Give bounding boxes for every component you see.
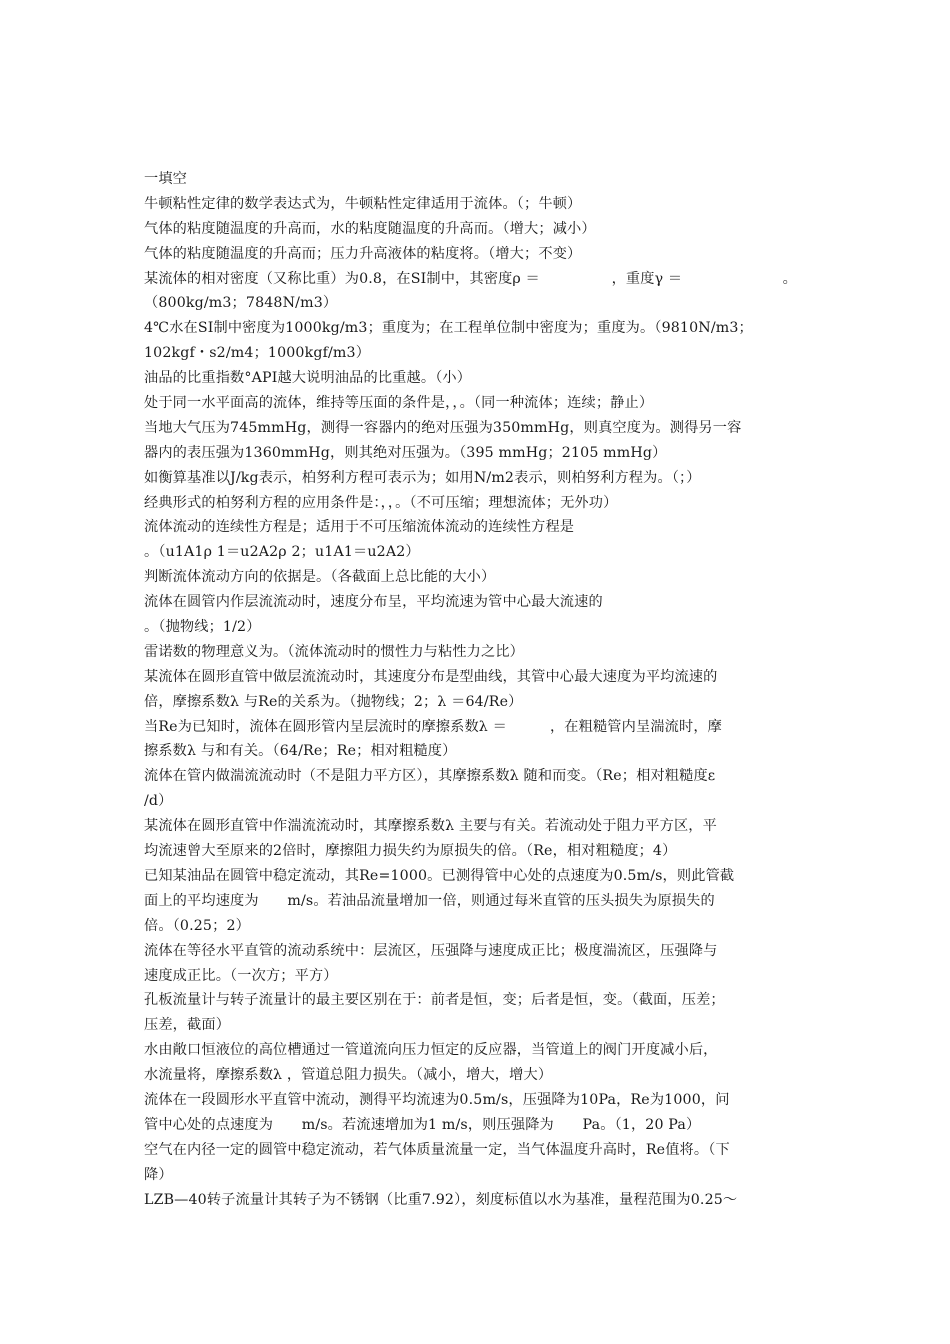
text-line: 空气在内径一定的圆管中稳定流动，若气体质量流量一定，当气体温度升高时，Re值将。（下 xyxy=(144,1141,730,1158)
text-line: 气体的粘度随温度的升高而；压力升高液体的粘度将。（增大；不变） xyxy=(144,245,582,262)
text-line: 孔板流量计与转子流量计的最主要区别在于：前者是恒，变；后者是恒，变。（截面，压差； xyxy=(144,992,725,1009)
text-line: 雷诺数的物理意义为。（流体流动时的惯性力与粘性力之比） xyxy=(144,643,525,660)
text-line: 流体在管内做湍流流动时（不是阻力平方区），其摩擦系数λ 随和而变。（Re；相对粗糙度ε xyxy=(144,768,716,785)
text-line: （800kg/m3；7848N/m3） xyxy=(144,295,338,312)
text-line: 水流量将，摩擦系数λ ，管道总阻力损失。（减小，增大，增大） xyxy=(144,1067,553,1084)
text-line: 如衡算基准以J/kg表示，柏努利方程可表示为；如用N/m2表示，则柏努利方程为。（；） xyxy=(144,469,701,486)
text-line: 经典形式的柏努利方程的应用条件是：，，。（不可压缩；理想流体；无外功） xyxy=(144,494,618,511)
text-line: /d） xyxy=(144,793,173,810)
text-line: 水由敞口恒液位的高位槽通过一管道流向压力恒定的反应器，当管道上的阀门开度减小后， xyxy=(144,1042,718,1059)
text-line: 倍，摩擦系数λ 与Re的关系为。（抛物线；2；λ ＝64/Re） xyxy=(144,693,523,710)
document-body xyxy=(144,167,814,1212)
text-line: 4℃水在SI制中密度为1000kg/m3；重度为；在工程单位制中密度为；重度为。（9810N/m3； xyxy=(144,320,753,337)
text-line: 。（u1A1ρ 1＝u2A2ρ 2；u1A1＝u2A2） xyxy=(144,544,420,561)
text-line: 。（抛物线；1/2） xyxy=(144,619,261,636)
text-line: 压差，截面） xyxy=(144,1017,231,1034)
text-line: 流体流动的连续性方程是；适用于不可压缩流体流动的连续性方程是 xyxy=(144,519,575,536)
text-line: 流体在等径水平直管的流动系统中：层流区，压强降与速度成正比；极度湍流区，压强降与 xyxy=(144,942,718,959)
text-line: 面上的平均速度为 m/s。若油品流量增加一倍，则通过每米直管的压头损失为原损失的 xyxy=(144,892,715,909)
text-line: 已知某油品在圆管中稳定流动，其Re=1000。已测得管中心处的点速度为0.5m/s，则此管截 xyxy=(144,867,735,884)
text-line: 流体在圆管内作层流流动时，速度分布呈，平均流速为管中心最大流速的 xyxy=(144,594,603,611)
text-line: 降） xyxy=(144,1166,173,1183)
text-line: LZB—40转子流量计其转子为不锈钢（比重7.92），刻度标值以水为基准，量程范围为0.25～ xyxy=(144,1191,738,1208)
text-line: 判断流体流动方向的依据是。（各截面上总比能的大小） xyxy=(144,569,496,586)
text-line: 一填空 xyxy=(144,171,188,187)
text-line: 某流体的相对密度（又称比重）为0.8，在SI制中，其密度ρ ＝ ，重度γ ＝ 。 xyxy=(144,270,797,287)
text-line: 某流体在圆形直管中做层流流动时，其速度分布是型曲线，其管中心最大速度为平均流速的 xyxy=(144,668,718,685)
text-line: 当Re为已知时，流体在圆形管内呈层流时的摩擦系数λ ＝ ，在粗糙管内呈湍流时，摩 xyxy=(144,718,723,735)
text-line: 气体的粘度随温度的升高而，水的粘度随温度的升高而。（增大；减小） xyxy=(144,220,596,237)
text-line: 某流体在圆形直管中作湍流流动时，其摩擦系数λ 主要与有关。若流动处于阻力平方区，平 xyxy=(144,818,717,835)
text-line: 均流速曾大至原来的2倍时，摩擦阻力损失约为原损失的倍。（Re，相对粗糙度；4） xyxy=(144,843,677,860)
text-line: 流体在一段圆形水平直管中流动，测得平均流速为0.5m/s，压强降为10Pa，Re为1000，问 xyxy=(144,1091,730,1108)
text-line: 102kgf・s2/m4；1000kgf/m3） xyxy=(144,345,371,362)
text-line: 倍。（0.25；2） xyxy=(144,917,250,934)
text-line: 速度成正比。（一次方；平方） xyxy=(144,967,338,984)
text-line: 处于同一水平面高的流体，维持等压面的条件是，，。（同一种流体；连续；静止） xyxy=(144,395,654,412)
text-line: 器内的表压强为1360mmHg，则其绝对压强为。（395 mmHg；2105 mmHg） xyxy=(144,444,667,461)
text-line: 当地大气压为745mmHg，测得一容器内的绝对压强为350mmHg，则真空度为。测得另一容 xyxy=(144,419,742,436)
text-line: 擦系数λ 与和有关。（64/Re；Re；相对粗糙度） xyxy=(144,743,457,760)
text-line: 油品的比重指数°API越大说明油品的比重越。（小） xyxy=(144,370,472,387)
text-line: 牛顿粘性定律的数学表达式为，牛顿粘性定律适用于流体。（；牛顿） xyxy=(144,195,582,212)
text-line: 管中心处的点速度为 m/s。若流速增加为1 m/s，则压强降为 Pa。（1，20 Pa） xyxy=(144,1116,701,1133)
